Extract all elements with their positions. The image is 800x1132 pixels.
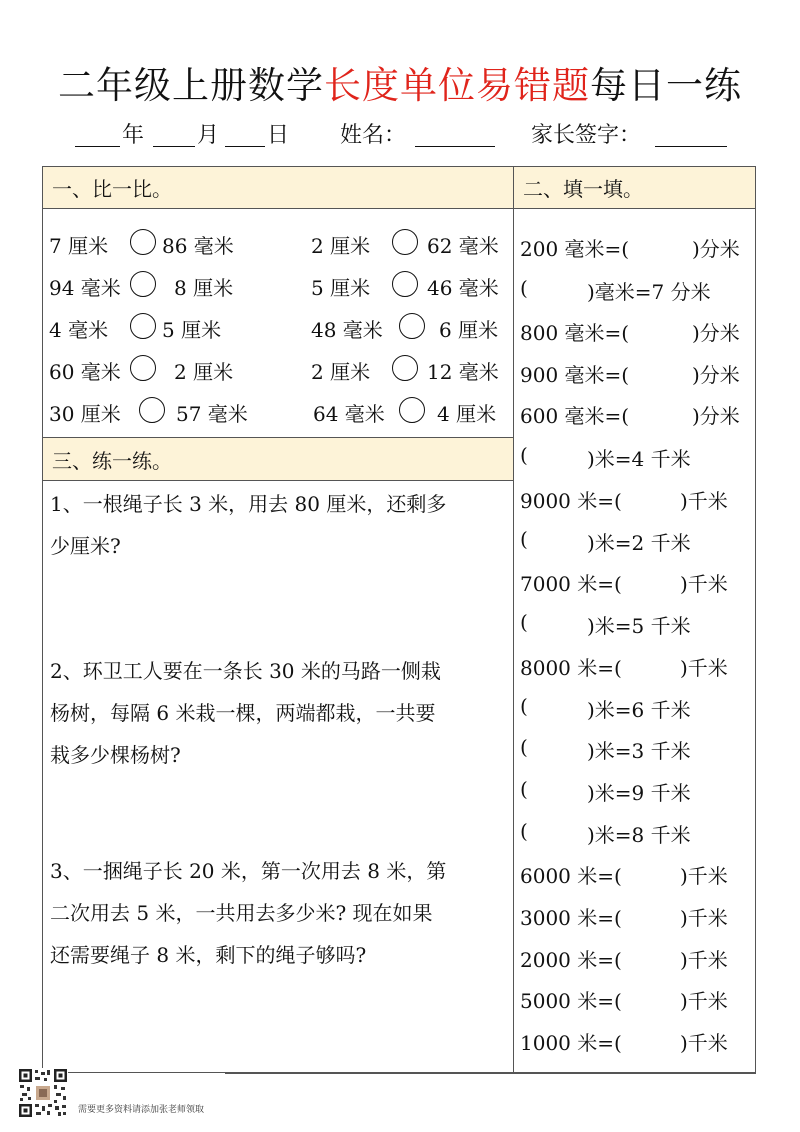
compare-left-1: 4 毫米 xyxy=(49,318,109,342)
title-part3: 每日一练 xyxy=(590,64,742,107)
fill-right: )米=8 千米 xyxy=(587,823,691,847)
parent-signature-blank[interactable] xyxy=(655,146,727,147)
fill-right: )千米 xyxy=(680,989,728,1013)
section-compare-header: 一、比一比。 xyxy=(43,167,513,209)
year-blank[interactable] xyxy=(75,146,120,147)
fill-left: ( xyxy=(520,694,528,718)
fill-right: )千米 xyxy=(680,1031,728,1055)
footer-divider xyxy=(225,1073,756,1074)
compare-circle[interactable] xyxy=(130,271,156,297)
compare-right-2: 6 厘米 xyxy=(439,318,499,342)
day-label: 日 xyxy=(267,123,290,148)
compare-right-2: 4 厘米 xyxy=(437,402,497,426)
compare-right-1: 2 厘米 xyxy=(174,360,234,384)
fill-left: ( xyxy=(520,610,528,634)
word-problem-1 xyxy=(50,483,510,567)
problem-line: 1、一根绳子长 3 米，用去 80 厘米，还剩多 xyxy=(50,492,447,516)
problem-line: 还需要绳子 8 米，剩下的绳子够吗? xyxy=(50,943,367,967)
compare-left-1: 94 毫米 xyxy=(49,276,121,300)
fill-left: 5000 米=( xyxy=(520,989,622,1013)
title-highlight: 长度单位易错题 xyxy=(324,64,590,107)
fill-right: )米=4 千米 xyxy=(587,447,691,471)
fill-right: )分米 xyxy=(692,321,740,345)
column-divider xyxy=(513,166,514,1073)
fill-right: )毫米=7 分米 xyxy=(587,280,711,304)
compare-circle[interactable] xyxy=(130,313,156,339)
fill-right: )千米 xyxy=(680,906,728,930)
fill-right: )千米 xyxy=(680,656,728,680)
fill-left: 200 毫米=( xyxy=(520,237,630,261)
compare-left-2: 2 厘米 xyxy=(311,234,371,258)
compare-right-2: 12 毫米 xyxy=(427,360,499,384)
fill-left: 3000 米=( xyxy=(520,906,622,930)
compare-circle[interactable] xyxy=(130,355,156,381)
fill-left: ( xyxy=(520,819,528,843)
name-blank[interactable] xyxy=(415,146,495,147)
fill-left: 8000 米=( xyxy=(520,656,622,680)
fill-right: )千米 xyxy=(680,572,728,596)
compare-right-1: 57 毫米 xyxy=(176,402,248,426)
year-label: 年 xyxy=(122,123,145,148)
compare-left-2: 48 毫米 xyxy=(311,318,383,342)
fill-left: ( xyxy=(520,527,528,551)
compare-left-2: 2 厘米 xyxy=(311,360,371,384)
fill-left: 600 毫米=( xyxy=(520,404,630,428)
section-practice-header: 三、练一练。 xyxy=(43,437,513,481)
problem-line: 栽多少棵杨树? xyxy=(50,743,181,767)
fill-left: ( xyxy=(520,276,528,300)
word-problem-2 xyxy=(50,650,510,776)
compare-left-2: 5 厘米 xyxy=(311,276,371,300)
compare-left-1: 60 毫米 xyxy=(49,360,121,384)
month-blank[interactable] xyxy=(153,146,195,147)
footer-note: 需要更多资料请添加张老师领取 xyxy=(78,1105,205,1115)
fill-right: )分米 xyxy=(692,363,740,387)
fill-left: 1000 米=( xyxy=(520,1031,622,1055)
compare-left-1: 30 厘米 xyxy=(49,402,121,426)
fill-right: )千米 xyxy=(680,948,728,972)
compare-left-2: 64 毫米 xyxy=(313,402,385,426)
word-problem-3 xyxy=(50,850,510,976)
compare-circle[interactable] xyxy=(139,397,165,423)
fill-right: )米=2 千米 xyxy=(587,531,691,555)
name-label: 姓名： xyxy=(340,123,407,148)
day-blank[interactable] xyxy=(225,146,265,147)
fill-left: 900 毫米=( xyxy=(520,363,630,387)
compare-circle[interactable] xyxy=(399,313,425,339)
compare-circle[interactable] xyxy=(392,229,418,255)
problem-line: 少厘米? xyxy=(50,534,121,558)
fill-right: )米=6 千米 xyxy=(587,698,691,722)
compare-right-1: 5 厘米 xyxy=(162,318,222,342)
fill-left: ( xyxy=(520,777,528,801)
compare-right-2: 62 毫米 xyxy=(427,234,499,258)
fill-left: 800 毫米=( xyxy=(520,321,630,345)
compare-circle[interactable] xyxy=(130,229,156,255)
fill-left: 9000 米=( xyxy=(520,489,622,513)
month-label: 月 xyxy=(197,123,220,148)
parent-signature-label: 家长签字： xyxy=(531,123,642,148)
problem-line: 2、环卫工人要在一条长 30 米的马路一侧栽 xyxy=(50,659,441,683)
page-title xyxy=(0,55,800,109)
info-line xyxy=(75,118,755,150)
fill-right: )千米 xyxy=(680,864,728,888)
fill-right: )分米 xyxy=(692,404,740,428)
compare-left-1: 7 厘米 xyxy=(49,234,109,258)
fill-right: )分米 xyxy=(692,237,740,261)
compare-right-1: 86 毫米 xyxy=(162,234,234,258)
problem-line: 二次用去 5 米，一共用去多少米? 现在如果 xyxy=(50,901,433,925)
problem-line: 3、一捆绳子长 20 米，第一次用去 8 米，第 xyxy=(50,859,447,883)
compare-circle[interactable] xyxy=(392,355,418,381)
fill-left: 6000 米=( xyxy=(520,864,622,888)
title-part1: 二年级上册数学 xyxy=(58,64,324,107)
compare-circle[interactable] xyxy=(399,397,425,423)
fill-left: ( xyxy=(520,443,528,467)
compare-right-2: 46 毫米 xyxy=(427,276,499,300)
problem-line: 杨树，每隔 6 米栽一棵，两端都栽，一共要 xyxy=(50,701,436,725)
compare-right-1: 8 厘米 xyxy=(174,276,234,300)
section-fill-header: 二、填一填。 xyxy=(514,167,755,209)
fill-right: )米=3 千米 xyxy=(587,739,691,763)
fill-right: )米=5 千米 xyxy=(587,614,691,638)
fill-left: 7000 米=( xyxy=(520,572,622,596)
fill-left: 2000 米=( xyxy=(520,948,622,972)
fill-left: ( xyxy=(520,735,528,759)
fill-right: )千米 xyxy=(680,489,728,513)
compare-circle[interactable] xyxy=(392,271,418,297)
fill-right: )米=9 千米 xyxy=(587,781,691,805)
qr-code-icon xyxy=(18,1068,68,1118)
